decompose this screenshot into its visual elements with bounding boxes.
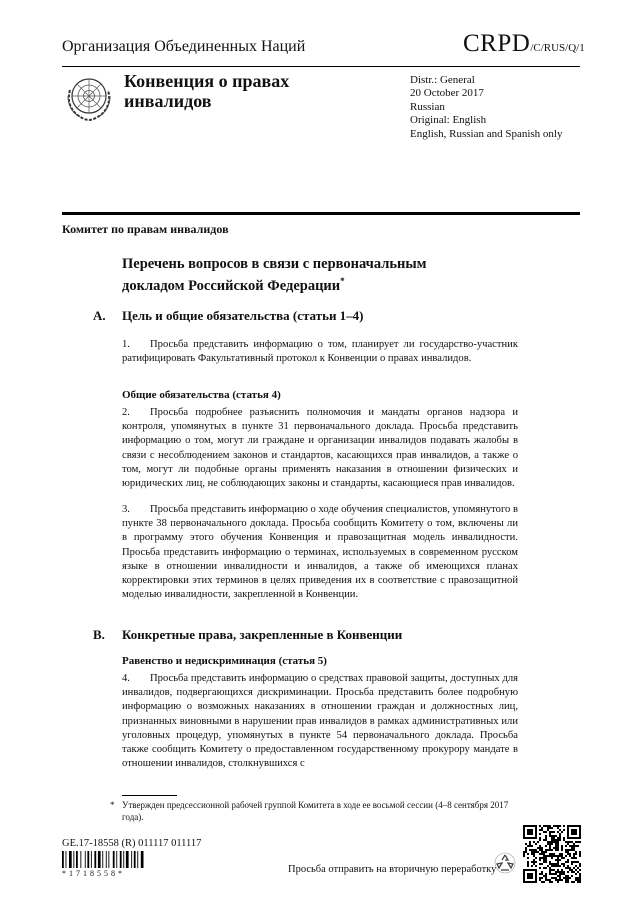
paragraph-2-number: 2. (122, 407, 130, 418)
document-title-line2-text: докладом Российской Федерации (122, 277, 341, 294)
document-date: 20 October 2017 (410, 87, 484, 100)
footnote-text: Утвержден предсессионной рабочей группой Комитета в ходе ее восьмой сессии (4–8 сентября 2017 года). (122, 800, 509, 822)
recycle-icon (494, 852, 516, 874)
section-a-title: Цель и общие обязательства (статьи 1–4) (122, 308, 364, 323)
subheading-equality: Равенство и недискриминация (статья 5) (122, 655, 327, 667)
document-symbol (463, 30, 585, 58)
distr-general: Distr.: General (410, 74, 475, 86)
paragraph-2 (122, 406, 518, 491)
section-b-title: Конкретные права, закрепленные в Конвенции (122, 627, 403, 642)
original-language: Original: English (410, 114, 487, 127)
footnote-rule (122, 795, 177, 796)
recycle-text: Просьба отправить на вторичную переработку (288, 864, 497, 875)
paragraph-4-number: 4. (122, 673, 130, 684)
paragraph-3-text: Просьба представить информацию о ходе обучения специалистов, упомянутого в пункте 38 первоначального доклада. Просьба сообщить Комитету о том, включены ли в программу этого обучения Конвенция и правозащитная модель инвалидности. Просьба представить информацию о терминах, используемых в современном русском языке в отношении инвалидности и инвалидов, а также об имеющихся планах корректировки этих терминов в целях приведения их в соответствие с правозащитной моделью инвалидности, закрепленной в Конвенции. (122, 504, 518, 601)
paragraph-1-text: Просьба представить информацию о том, планирует ли государство-участник ратифицировать Факультативный протокол к Конвенции о правах инвалидов. (122, 339, 518, 365)
available-languages: English, Russian and Spanish only (410, 127, 563, 140)
paragraph-4-text: Просьба представить информацию о средствах правовой защиты, доступных для инвалидов, подвергающихся дискриминации. Просьба представить более подробную информацию о возможных наказаниях в отношении граждан и должностных лиц, признанных виновными в нарушении прав инвалидов в рамках административных или уголовных процедур, упомянутых в пункте 54 первоначального доклада. Просьба также сообщить Комитету о предоставленном государственному прокурору мандате в отношении инвалидов, столкнувшихся с (122, 673, 518, 770)
committee-name: Комитет по правам инвалидов (62, 222, 229, 236)
barcode-icon (62, 851, 152, 868)
section-a-letter: A. (93, 308, 106, 323)
title-footnote-mark: * (340, 276, 345, 286)
qr-code-icon (523, 825, 581, 883)
convention-title-line2: инвалидов (124, 91, 212, 111)
convention-title (124, 71, 344, 111)
title-rule (62, 212, 580, 215)
paragraph-4 (122, 672, 518, 771)
paragraph-1 (122, 338, 518, 366)
job-number: GE.17-18558 (R) 011117 011117 (62, 838, 202, 849)
document-title-line1: Перечень вопросов в связи с первоначальным (122, 256, 427, 272)
symbol-suffix: /C/RUS/Q/1 (530, 42, 585, 54)
paragraph-3 (122, 503, 518, 602)
footnote-mark: * (110, 800, 115, 810)
paragraph-1-number: 1. (122, 339, 130, 350)
symbol-main: CRPD (463, 30, 531, 57)
paragraph-3-number: 3. (122, 504, 130, 515)
document-language: Russian (410, 100, 445, 113)
footnote (110, 800, 522, 823)
document-title-line2 (122, 273, 522, 295)
barcode-number: *1718558* (62, 869, 125, 878)
section-b-letter: B. (93, 627, 105, 642)
convention-title-line1: Конвенция о правах (124, 71, 290, 91)
header-rule (62, 66, 580, 67)
organization-name: Организация Объединенных Наций (62, 38, 306, 55)
subheading-general-obligations: Общие обязательства (статья 4) (122, 389, 281, 401)
distribution-block (410, 74, 562, 141)
document-title (122, 256, 522, 295)
paragraph-2-text: Просьба подробнее разъяснить полномочия и мандаты органов надзора и контроля, упомянутых в пункте 31 первоначального доклада. Просьба представить информацию о том, могут ли граждане и организации инвалидов подавать жалобы в связи с несоблюдением законов и стандартов, касающихся прав инвалидов, а также о том, могут ли подобные органы применять наказания в отношении физических и юридических лиц, не соблюдающих законы и стандарты, касающиеся прав инвалидов. (122, 407, 518, 490)
un-emblem-icon (62, 70, 116, 124)
